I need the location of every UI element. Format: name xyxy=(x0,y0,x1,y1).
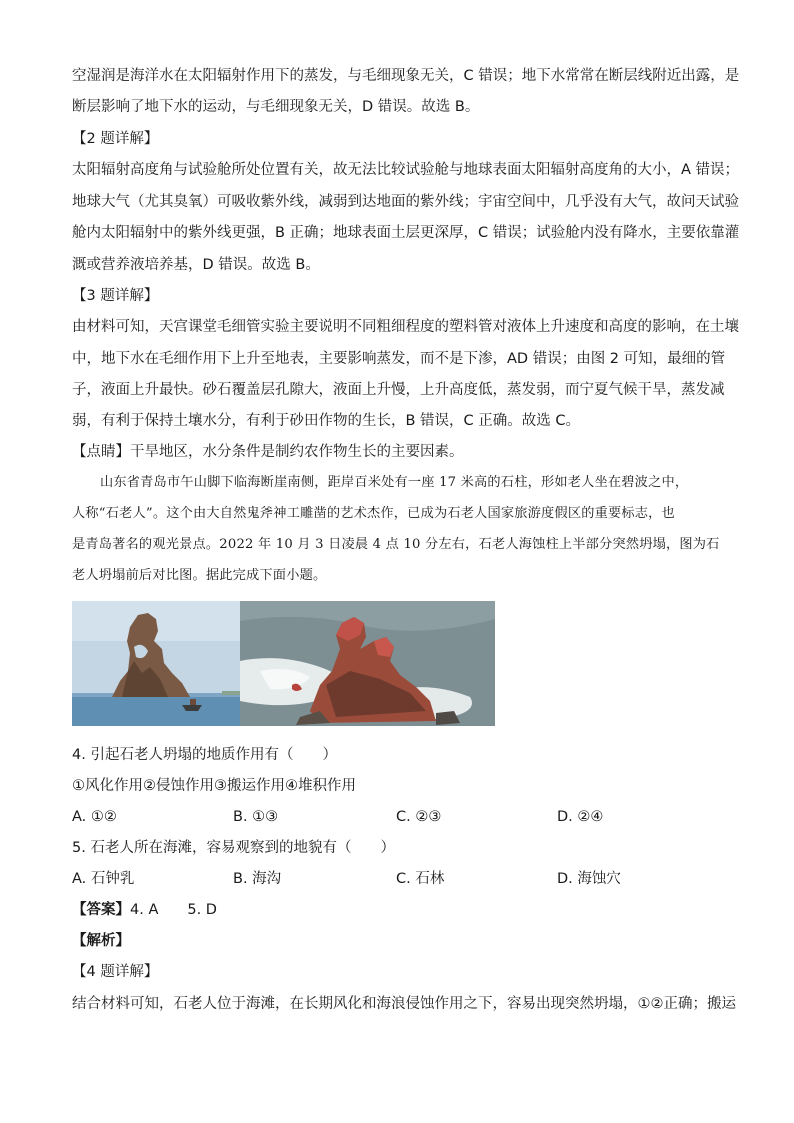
q4-option-c: C. ②③ xyxy=(396,809,442,825)
text-line: 舱内太阳辐射中的紫外线更强，B 正确；地球表面土层更深厚，C 错误；试验舱内没有降水，主要依靠灌 xyxy=(72,225,740,241)
text-line: 地球大气（尤其臭氧）可吸收紫外线，减弱到达地面的紫外线；宇宙空间中，几乎没有大气，故问天试验 xyxy=(72,194,739,210)
text-line: 太阳辐射高度角与试验舱所处位置有关，故无法比较试验舱与地球表面太阳辐射高度角的大小，A 错误； xyxy=(72,162,740,178)
passage-line: 人称“石老人”。这个由大自然鬼斧神工雕凿的艺术杰作，已成为石老人国家旅游度假区的重要标志，也 xyxy=(72,506,675,521)
text-line: 弱，有利于保持土壤水分，有利于砂田作物的生长，B 错误，C 正确。故选 C。 xyxy=(72,413,581,429)
q5-option-a: A. 石钟乳 xyxy=(72,871,135,887)
passage-line: 是青岛著名的观光景点。2022 年 10 月 3 日凌晨 4 点 10 分左右，石老人海蚀柱上半部分突然坍塌，图为石 xyxy=(72,537,720,552)
passage-line: 老人坍塌前后对比图。据此完成下面小题。 xyxy=(72,568,327,583)
text-line: 结合材料可知，石老人位于海滩，在长期风化和海浪侵蚀作用之下，容易出现突然坍塌，①②正确；搬运 xyxy=(72,996,736,1012)
photo-after-collapse xyxy=(240,601,495,726)
text-line: 空湿润是海洋水在太阳辐射作用下的蒸发，与毛细现象无关，C 错误；地下水常常在断层线附近出露，是 xyxy=(72,68,740,84)
text-line: 由材料可知，天宫课堂毛细管实验主要说明不同粗细程度的塑料管对液体上升速度和高度的影响，在土壤 xyxy=(72,319,739,335)
question-5-stem: 5. 石老人所在海滩，容易观察到的地貌有（ ） xyxy=(72,840,395,856)
answer-text: 4. A 5. D xyxy=(130,902,217,918)
answer-label: 【答案】 xyxy=(72,902,130,918)
q4-option-a: A. ①② xyxy=(72,809,117,825)
analysis-label: 【解析】 xyxy=(72,933,130,949)
passage-line: 山东省青岛市午山脚下临海断崖南侧，距岸百米处有一座 17 米高的石柱，形如老人坐在碧波之中， xyxy=(100,475,689,490)
text-line: 中，地下水在毛细作用下上升至地表，主要影响蒸发，而不是下渗，AD 错误；由图 2 可知，最细的管 xyxy=(72,351,726,367)
question-4-items: ①风化作用②侵蚀作用③搬运作用④堆积作用 xyxy=(72,778,356,794)
text-line: 子，液面上升最快。砂石覆盖层孔隙大，液面上升慢，上升高度低，蒸发弱，而宁夏气候干旱，蒸发减 xyxy=(72,382,725,398)
section-heading: 【3 题详解】 xyxy=(72,288,159,304)
text-line: 溉或营养液培养基，D 错误。故选 B。 xyxy=(72,257,320,273)
q5-option-b: B. 海沟 xyxy=(233,871,282,887)
question-4-stem: 4. 引起石老人坍塌的地质作用有（ ） xyxy=(72,747,337,763)
q5-option-c: C. 石林 xyxy=(396,871,445,887)
section-heading: 【2 题详解】 xyxy=(72,131,159,147)
q4-option-b: B. ①③ xyxy=(233,809,279,825)
text-line: 断层影响了地下水的运动，与毛细现象无关，D 错误。故选 B。 xyxy=(72,99,480,115)
section-heading: 【4 题详解】 xyxy=(72,964,159,980)
key-point: 【点睛】干旱地区，水分条件是制约农作物生长的主要因素。 xyxy=(72,444,464,460)
q4-option-d: D. ②④ xyxy=(557,809,604,825)
comparison-photos xyxy=(72,601,495,726)
q5-option-d: D. 海蚀穴 xyxy=(557,871,621,887)
answer-line xyxy=(72,900,732,920)
photo-before-collapse xyxy=(72,601,240,726)
